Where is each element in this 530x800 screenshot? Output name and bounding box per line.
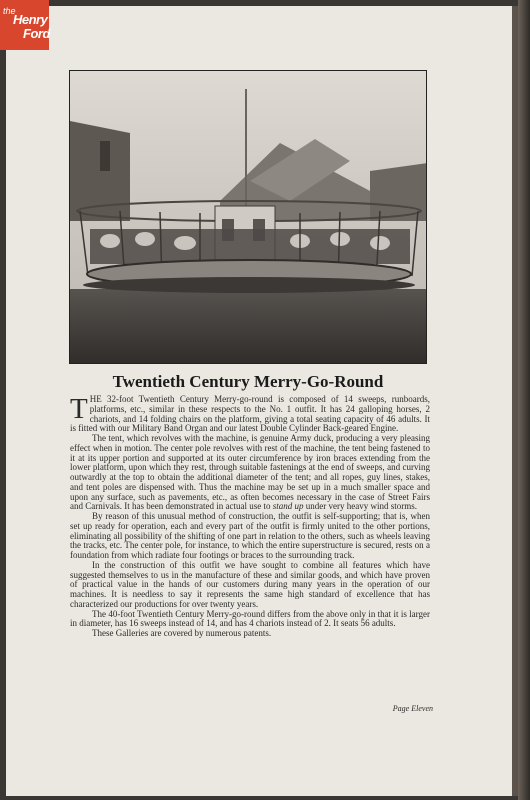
paragraph-1-text: HE 32-foot Twentieth Century Merry-go-round is composed of 14 sweeps, runboards, platforms, etc., similar in these respects to the No. 1 outfit. It has 24 galloping horses, 2 chariots, and 14 folding chairs on the platform, giving a total seating capacity of 46 adults. It is fitted with our Military Band Organ and our latest Double Cylinder Back-geared Engine. — [70, 394, 430, 434]
paragraph-2-end: under very heavy wind storms. — [305, 501, 417, 512]
paragraph-2 — [70, 434, 430, 512]
body-text — [70, 395, 430, 639]
page-number: Page Eleven — [392, 704, 433, 713]
paragraph-4: In the construction of this outfit we have sought to combine all features which have suggested themselves to us in the manufacture of these and similar goods, and which have proven of practical value in the hands of our customers during many years in the operation of our machines. It is needless to say it represents the same high standard of excellence that has characterized our productions for over twenty years. — [70, 559, 430, 609]
paragraph-3: By reason of this unusual method of construction, the outfit is self-supporting; that is, when set up ready for operation, each and every part of the outfit is firmly united to the other portions, eliminating all possibility of the shifting of one part in relation to the others, such as wheels leaving the tracks, etc. The center pole, for instance, to which the entire superstructure is secured, rests on a foundation from which radiate four footings or braces to the surrounding track. — [70, 511, 430, 560]
page-title: Twentieth Century Merry-Go-Round — [112, 372, 384, 391]
book-edge — [518, 0, 530, 800]
merry-go-round-photo — [69, 70, 427, 364]
catalog-page — [6, 6, 518, 796]
paragraph-1 — [70, 395, 430, 434]
logo-the: the — [3, 6, 16, 16]
paragraph-2-italic: stand up — [272, 501, 304, 512]
drop-cap: T — [70, 393, 88, 425]
paragraph-2-text: The tent, which revolves with the machine, is genuine Army duck, producing a very pleasing effect when in motion. The center pole revolves with rest of the machine, the tent being fastened to it at its upper portion and supported at its outer circumference by iron braces extending from the lower platform, upon which they rest, through suitable fastenings at the end of sweeps, and curving outwardly at the top to obtain the additional diameter of the tent; and all ropes, guy lines, stakes, and tent poles are dispensed with. Thus the machine may be set up in a much smaller space and upon any surface, such as pavements, etc., as often becomes necessary in the case of Street Fairs and Carnivals. It has been demonstrated in actual use to — [70, 433, 430, 512]
paragraph-5: The 40-foot Twentieth Century Merry-go-round differs from the above only in that it is larger in diameter, has 16 sweeps instead of 14, and has 4 chariots instead of 2. It seats 56 adults. — [70, 608, 430, 629]
logo-ford: Ford — [23, 26, 50, 41]
logo-henry: Henry — [13, 12, 48, 27]
henry-ford-logo — [0, 0, 49, 50]
paragraph-6: These Galleries are covered by numerous patents. — [92, 628, 272, 638]
